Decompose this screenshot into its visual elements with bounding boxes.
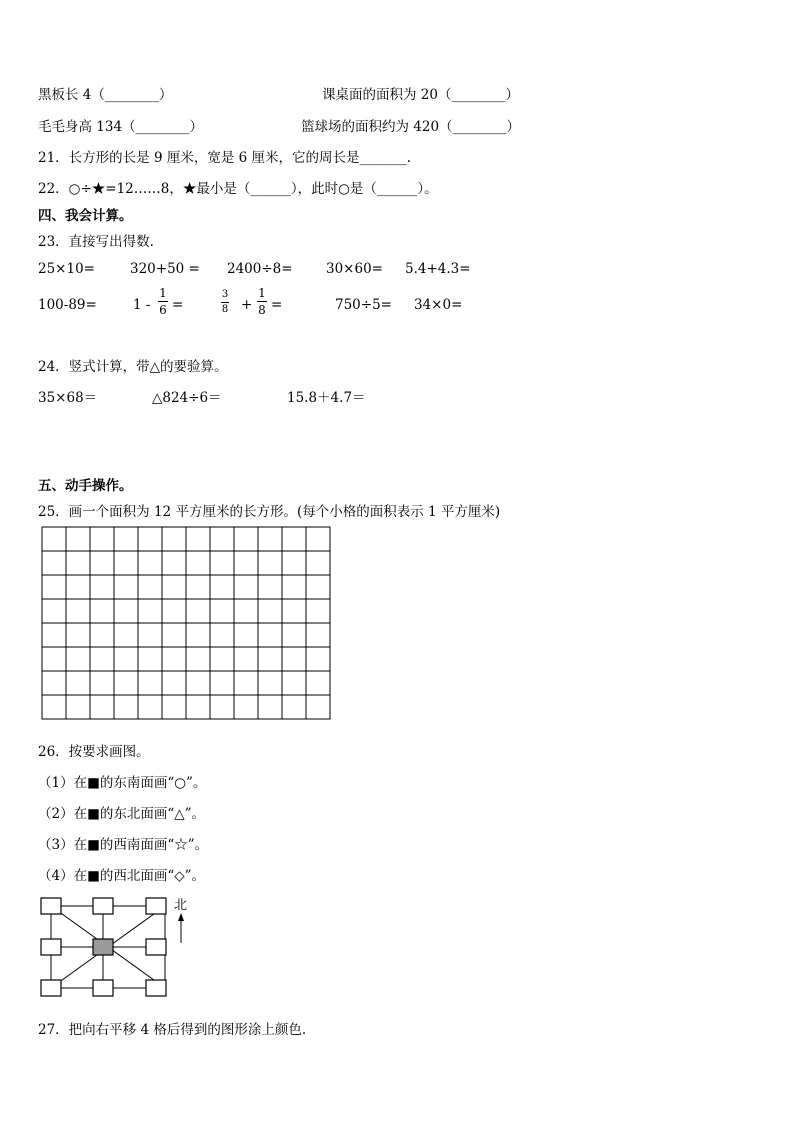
grid-cell[interactable] [258,527,282,551]
center-square [93,939,113,955]
sw-box [41,980,61,996]
grid-cell[interactable] [282,647,306,671]
grid-cell[interactable] [234,647,258,671]
grid-cell[interactable] [234,551,258,575]
fraction-denominator: 8 [258,303,266,317]
grid-cell[interactable] [210,527,234,551]
calc-item: 100-89= [38,297,97,313]
fraction-bar [221,302,229,303]
grid-cell[interactable] [90,695,114,719]
grid-cell[interactable] [186,671,210,695]
grid-cell[interactable] [42,647,66,671]
grid-cell[interactable] [306,599,330,623]
grid-cell[interactable] [90,575,114,599]
fill-row1-right: 课桌面的面积为 20（________） [322,87,519,103]
grid-cell[interactable] [66,623,90,647]
calc-item: 750÷5= [335,297,392,313]
grid-cell[interactable] [210,575,234,599]
plus-sign: + [241,297,253,313]
grid-cell[interactable] [186,695,210,719]
grid-cell[interactable] [90,623,114,647]
calc-item: 320+50 = [130,261,200,277]
equals-sign: = [172,297,184,313]
question-25: 25．画一个面积为 12 平方厘米的长方形。(每个小格的面积表示 1 平方厘米) [38,504,501,520]
question-24-title: 24．竖式计算，带△的要验算。 [38,359,228,375]
question-26-title: 26．按要求画图。 [38,744,150,760]
grid-cell[interactable] [282,527,306,551]
grid-cell[interactable] [138,551,162,575]
question-21: 21．长方形的长是 9 厘米，宽是 6 厘米，它的周长是_______. [38,150,412,166]
fraction-numerator: 1 [258,286,266,300]
fraction-bar [158,301,168,302]
grid-cell[interactable] [138,599,162,623]
fraction [158,286,168,317]
grid-cell[interactable] [306,695,330,719]
grid-cell[interactable] [90,527,114,551]
calc-item: 5.4+4.3= [405,261,471,277]
grid-cell[interactable] [42,671,66,695]
grid-cell[interactable] [66,575,90,599]
grid-cell[interactable] [42,527,66,551]
grid-cell[interactable] [210,647,234,671]
grid-cell[interactable] [66,527,90,551]
grid-cell[interactable] [90,599,114,623]
grid-cell[interactable] [114,575,138,599]
grid-cell[interactable] [90,647,114,671]
grid-cell[interactable] [234,623,258,647]
grid-cell[interactable] [306,551,330,575]
vertical-calc-item: 35×68＝ [38,390,98,406]
grid-cell[interactable] [162,551,186,575]
grid-cell[interactable] [138,647,162,671]
fraction [257,286,267,317]
fill-row1-left: 黑板长 4（________） [38,87,173,103]
calc-item: 2400÷8= [227,261,293,277]
grid-cell[interactable] [186,527,210,551]
grid-cell[interactable] [138,575,162,599]
calc-item: 34×0= [414,297,463,313]
nw-box [41,898,61,914]
instruction-item: （4）在■的西北面画“◇”。 [38,868,206,884]
grid-cell[interactable] [306,671,330,695]
grid-cell[interactable] [258,551,282,575]
grid-cell[interactable] [258,671,282,695]
grid-cell[interactable] [114,671,138,695]
north-arrow-icon [178,913,184,921]
instruction-item: （3）在■的西南面画“☆”。 [38,837,209,853]
grid-cell[interactable] [162,527,186,551]
fill-row2-left: 毛毛身高 134（________） [38,119,204,135]
grid-cell[interactable] [42,575,66,599]
grid-cell[interactable] [234,671,258,695]
grid-cell[interactable] [186,575,210,599]
vertical-calc-item: 15.8＋4.7＝ [287,390,366,406]
grid-cell[interactable] [210,695,234,719]
e-box [146,939,166,955]
grid-cell[interactable] [114,527,138,551]
calc-item: 25×10= [38,261,95,277]
question-23-title: 23．直接写出得数. [38,234,154,250]
vertical-calc-item: △824÷6＝ [152,390,222,406]
grid-cell[interactable] [114,647,138,671]
grid-cell[interactable] [42,551,66,575]
ne-box [146,898,166,914]
grid-cell[interactable] [42,599,66,623]
se-box [146,980,166,996]
instruction-item: （2）在■的东北面画“△”。 [38,806,206,822]
grid-cell[interactable] [90,551,114,575]
grid-cell[interactable] [114,623,138,647]
grid-cell[interactable] [114,599,138,623]
grid-cell[interactable] [162,623,186,647]
grid-cell[interactable] [114,551,138,575]
grid-cell[interactable] [162,647,186,671]
section-5-heading: 五、动手操作。 [38,478,133,494]
calc-item-prefix: 1 - [133,297,151,313]
grid-cell[interactable] [42,695,66,719]
grid-cell[interactable] [282,599,306,623]
grid-cell[interactable] [258,575,282,599]
square-grid [41,526,331,724]
grid-cell[interactable] [162,671,186,695]
grid-cell[interactable] [234,527,258,551]
grid-cell[interactable] [234,599,258,623]
north-label: 北 [174,898,188,913]
equals-sign: = [271,297,283,313]
grid-cell[interactable] [138,671,162,695]
n-box [93,898,113,914]
grid-cell[interactable] [210,599,234,623]
fraction [221,289,229,316]
grid-cell[interactable] [138,695,162,719]
grid-cell[interactable] [66,599,90,623]
grid-cell[interactable] [210,671,234,695]
grid-cell[interactable] [258,695,282,719]
grid-cell[interactable] [186,647,210,671]
grid-cell[interactable] [66,647,90,671]
grid-cell[interactable] [66,551,90,575]
grid-cell[interactable] [282,695,306,719]
grid-cell[interactable] [210,623,234,647]
grid-cell[interactable] [210,551,234,575]
fraction-denominator: 8 [221,304,229,315]
instruction-item: （1）在■的东南面画“○”。 [38,775,207,791]
grid-cell[interactable] [258,647,282,671]
grid-cell[interactable] [282,623,306,647]
grid-cell[interactable] [258,599,282,623]
grid-cell[interactable] [234,695,258,719]
grid-cell[interactable] [186,623,210,647]
section-4-heading: 四、我会计算。 [38,208,133,224]
grid-cell[interactable] [42,623,66,647]
question-27: 27．把向右平移 4 格后得到的图形涂上颜色. [38,1022,307,1038]
grid-cell[interactable] [306,623,330,647]
grid-cell[interactable] [258,623,282,647]
grid-cell[interactable] [90,671,114,695]
fraction-bar [257,301,267,302]
grid-cell[interactable] [282,575,306,599]
s-box [93,980,113,996]
grid-cell[interactable] [306,527,330,551]
fraction-numerator: 3 [221,289,229,300]
grid-cell[interactable] [306,575,330,599]
grid-cell[interactable] [162,599,186,623]
grid-cell[interactable] [282,551,306,575]
fraction-numerator: 1 [159,286,167,300]
grid-cell[interactable] [234,575,258,599]
grid-cell[interactable] [138,527,162,551]
w-box [41,939,61,955]
grid-cell[interactable] [186,599,210,623]
grid-cell[interactable] [162,575,186,599]
grid-cell[interactable] [66,695,90,719]
grid-cell[interactable] [114,695,138,719]
fill-row2-right: 篮球场的面积约为 420（________） [301,119,521,135]
fraction-denominator: 6 [159,303,167,317]
grid-cell[interactable] [186,551,210,575]
calc-item: 30×60= [326,261,383,277]
grid-cell[interactable] [306,647,330,671]
grid-cell[interactable] [138,623,162,647]
grid-cell[interactable] [282,671,306,695]
question-22: 22．○÷★=12……8，★最小是（______），此时○是（______）。 [38,181,438,197]
grid-cell[interactable] [66,671,90,695]
direction-diagram [36,893,206,1003]
grid-cell[interactable] [162,695,186,719]
